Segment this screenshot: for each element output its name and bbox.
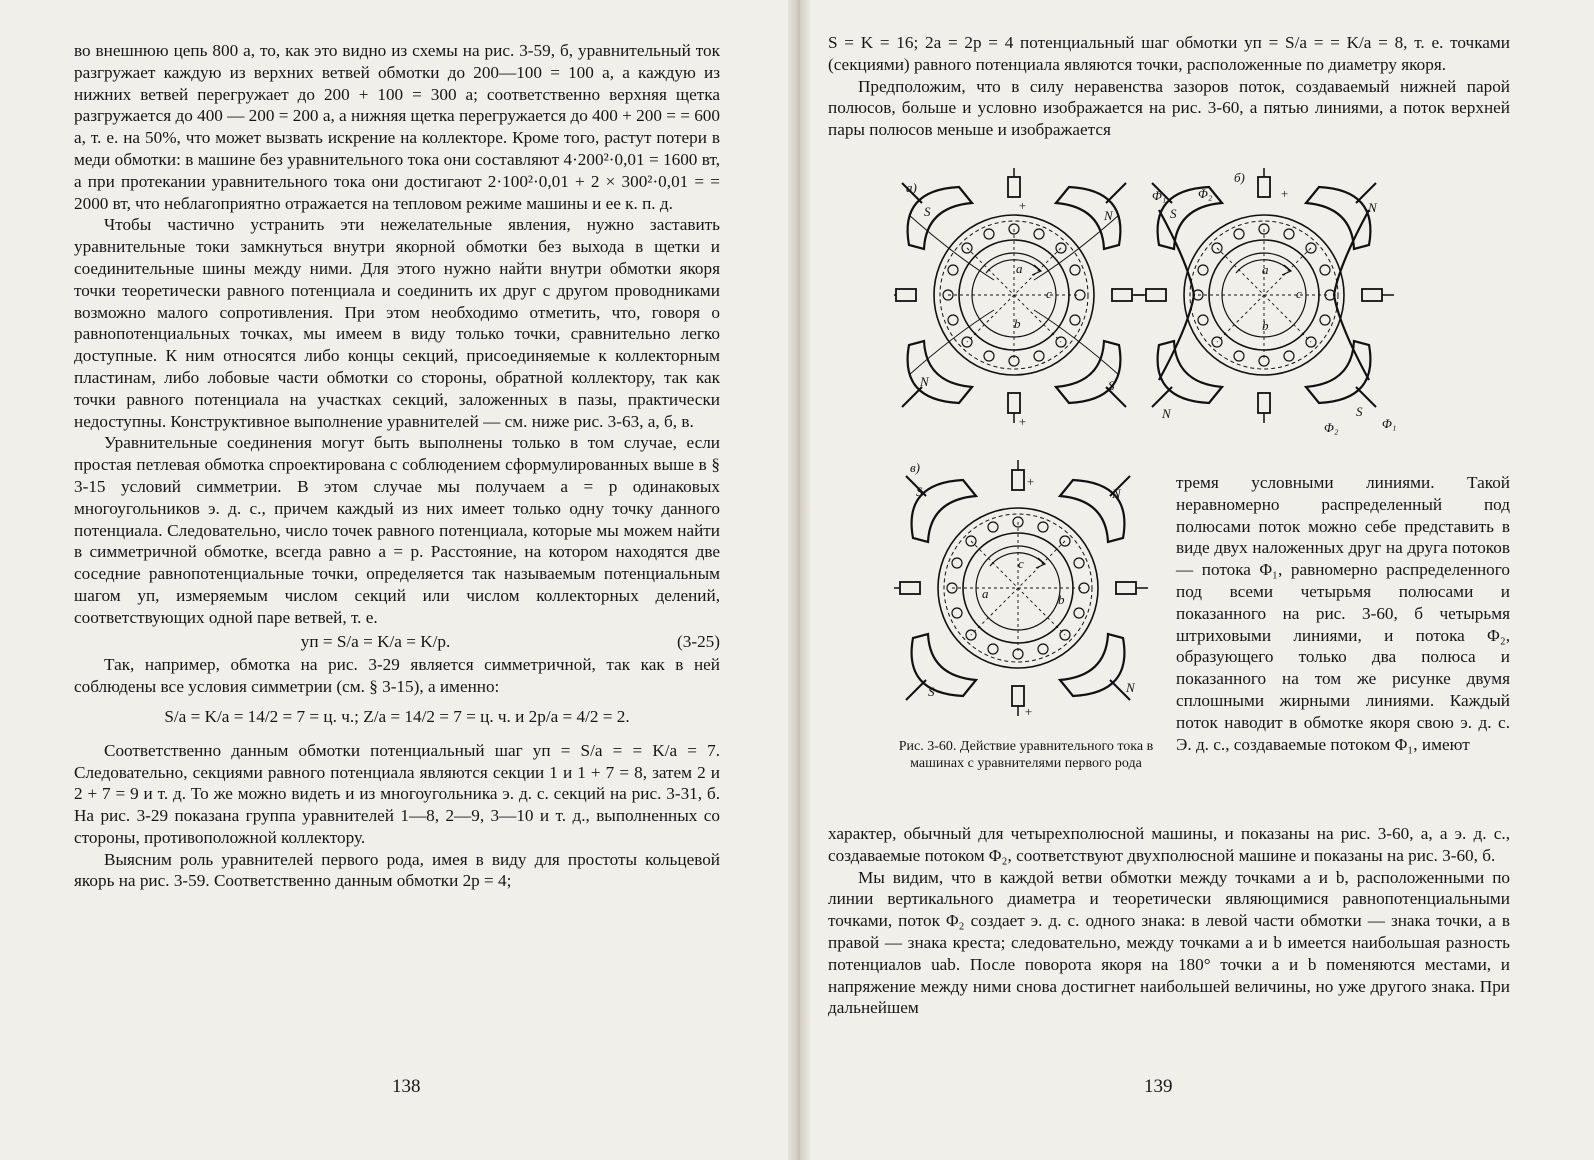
paragraph: Соответственно данным обмотки потенциальный шаг yп = S/a = = K/a = 7. Следовательно, секциями равного потенциала являются секции 1 и 1 + 7 = 8, затем 2 и 2 + 7 = 9 и т. д. То же можно видеть и из многоугольника э. д. с. секций на рис. 3-31, б. На рис. 3-29 показана группа уравнителей 1—8, 2—9, 3—10 и т. д., выполненных со стороны, противоположной коллектору. bbox=[74, 740, 720, 847]
pole-label: N bbox=[920, 374, 929, 389]
pole-label: N bbox=[1162, 406, 1171, 421]
right-page-text-top bbox=[828, 32, 1510, 141]
figure-caption: Рис. 3-60. Действие уравнительного тока в машинах с уравнителями первого рода bbox=[898, 739, 1154, 771]
pole-label: N bbox=[1368, 200, 1377, 215]
paragraph: Предположим, что в силу неравенства зазоров поток, создаваемый нижней парой полюсов, больше и условно изображается на рис. 3-60, а пятью линиями, а поток верхней пары полюсов меньше и изображается bbox=[828, 76, 1510, 140]
point-label: c bbox=[1046, 286, 1052, 301]
formula-text: yп = S/a = K/a = K/p. bbox=[300, 631, 451, 651]
page-number: 138 bbox=[392, 1076, 421, 1097]
pole-label: N bbox=[1104, 208, 1113, 223]
point-label: b bbox=[1262, 318, 1269, 333]
flux-label: Φ₁ bbox=[1382, 416, 1397, 431]
point-label: a bbox=[1016, 261, 1023, 276]
right-page-text-bottom bbox=[828, 823, 1510, 1019]
paragraph: S = K = 16; 2a = 2p = 4 потенциальный шаг обмотки yп = S/a = = K/a = 8, т. е. точками (секциями) равного потенциала являются точки, расположенные по диаметру якоря. bbox=[828, 33, 1510, 74]
formula-symmetry: S/a = K/a = 14/2 = 7 = ц. ч.; Z/a = 14/2 = 7 = ц. ч. и 2p/a = 4/2 = 2. bbox=[164, 706, 630, 726]
side-text: тремя условными линиями. Такой неравномерно распределенный под полюсами поток можно себе представить в виде двух наложенных друг на друга потоков — потока Φ₁, равномерно распределенного под всеми четырьмя полюсами и показанного на рис. 3-60, б четырьмя штриховыми линиями, и потока Φ₂, образующего только два полюса и показанного на том же рисунке двумя сплошными жирными линиями. Каждый поток наводит в обмотке якоря свою э. д. с. Э. д. с., создаваемые потоком Φ₁, имеют bbox=[1176, 473, 1510, 754]
book-gutter bbox=[788, 0, 810, 1160]
left-page-text bbox=[74, 40, 720, 892]
paragraph: характер, обычный для четырехполюсной машины, и показаны на рис. 3-60, а, а э. д. с., создаваемые потоком Φ₂, соответствуют двухполюсной машине и показаны на рис. 3-60, б. bbox=[828, 824, 1510, 865]
plus-sign: + bbox=[1026, 474, 1035, 489]
figure-label-b: б) bbox=[1234, 170, 1245, 185]
flux-label: Φ₂ bbox=[1324, 420, 1339, 435]
point-label: b bbox=[1058, 592, 1065, 607]
paragraph: во внешнюю цепь 800 а, то, как это видно из схемы на рис. 3-59, б, уравнительный ток разгружает каждую из верхних ветвей обмотки до 200—100 = 100 а, а каждую из нижних ветвей перегружает до 200 + 100 = 300 а; соответственно верхняя щетка разгружается до 400 — 200 = 200 а, а нижняя щетка перегружается до 400 + 200 = = 600 а, т. е. на 50%, что может вызвать искрение на коллекторе. Кроме того, растут потери в меди обмотки: в машине без уравнительного тока они составляют 4·200²·0,01 = 1600 вт, а при протекании уравнительного тока они достигают 2·100²·0,01 + 2 × 300²·0,01 = = 2000 вт, что неблагоприятно отражается на тепловом режиме машины и ее к. п. д. bbox=[74, 41, 720, 213]
flux-label: Φ₁ bbox=[1152, 188, 1167, 203]
paragraph: Выясним роль уравнителей первого рода, имея в виду для простоты кольцевой якорь на рис. 3-59. Соответственно данным обмотки 2p = 4; bbox=[74, 849, 720, 891]
plus-sign: + bbox=[1280, 186, 1289, 201]
paragraph: Уравнительные соединения могут быть выполнены только в том случае, если простая петлевая обмотка спроектирована с соблюдением сформулированных выше в § 3-15 условий симметрии. В этом случае мы получаем а = р одинаковых многоугольников э. д. с., причем каждый из них имеет только одну точку данного потенциала. Следовательно, число точек равного потенциала, которые мы можем найти в симметричной обмотке, всегда равно а = р. Расстояние, на котором находятся две соседние равнопотенциальные точки, определяется так называемым потенциальным шагом yп, измеряемым числом секций или числом коллекторных делений, соответствующих одной паре ветвей, т. е. bbox=[74, 433, 720, 627]
formula-number: (3-25) bbox=[677, 631, 720, 651]
pole-label: S bbox=[924, 204, 931, 219]
pole-label: S bbox=[1170, 206, 1177, 221]
plus-sign: + bbox=[1018, 414, 1027, 429]
pole-label: S bbox=[928, 684, 935, 699]
flux-label: Φ₂ bbox=[1198, 186, 1213, 201]
plus-sign: + bbox=[1024, 704, 1033, 719]
pole-label: N bbox=[1126, 680, 1135, 695]
point-label: c bbox=[1018, 556, 1024, 571]
left-page bbox=[0, 0, 796, 1160]
pole-label: N bbox=[1112, 486, 1121, 501]
right-page bbox=[798, 0, 1594, 1160]
point-label: a bbox=[1262, 262, 1269, 277]
pole-label: S bbox=[916, 484, 923, 499]
page-number: 139 bbox=[1144, 1076, 1173, 1097]
pole-label: S bbox=[1108, 378, 1115, 393]
point-label: a bbox=[982, 586, 989, 601]
formula-3-25 bbox=[74, 631, 720, 653]
paragraph: Чтобы частично устранить эти нежелательные явления, нужно заставить уравнительные токи замкнуться внутри якорной обмотки без выхода в щетки и соединительные шины между ними. Для этого нужно найти внутри обмотки якоря точки теоретически равного потенциала и соединить их друг с другом проводниками возможно малого сопротивления. При этом необходимо отметить, что, говоря о равнопотенциальных точках, мы имеем в виду только точки, сравнительно легко доступные. К ним относятся либо концы секций, присоединяемые к коллекторным пластинам, либо лобовые части обмотки со стороны, обратной коллектору, так как точки равного потенциала на участках секций, заложенных в пазы, практически недоступны. Конструктивное выполнение уравнителей — см. ниже рис. 3-63, а, б, в. bbox=[74, 215, 720, 431]
figure-label-c: в) bbox=[910, 460, 920, 475]
figure-label-a: а) bbox=[906, 180, 917, 195]
figure-part-c bbox=[894, 460, 1148, 716]
paragraph: Мы видим, что в каждой ветви обмотки между точками а и b, расположенными по линии вертикального диаметра и теоретически являющимися равнопотенциальными точками, поток Φ₂ создает э. д. с. одного знака: в левой части обмотки — знака точки, а в правой — знака креста; следовательно, между точками а и b имеется наибольшая разность потенциалов uab. После поворота якоря на 180° точки а и b поменяются местами, и напряжение между ними снова достигнет наибольшей величины, но уже другого знака. При дальнейшем bbox=[828, 867, 1510, 1018]
paragraph: Так, например, обмотка на рис. 3-29 является симметричной, так как в ней соблюдены все условия симметрии (см. § 3-15), а именно: bbox=[74, 655, 720, 697]
point-label: c bbox=[1296, 286, 1302, 301]
pole-label: S bbox=[1356, 404, 1363, 419]
point-label: b bbox=[1014, 316, 1021, 331]
plus-sign: + bbox=[1018, 198, 1027, 213]
